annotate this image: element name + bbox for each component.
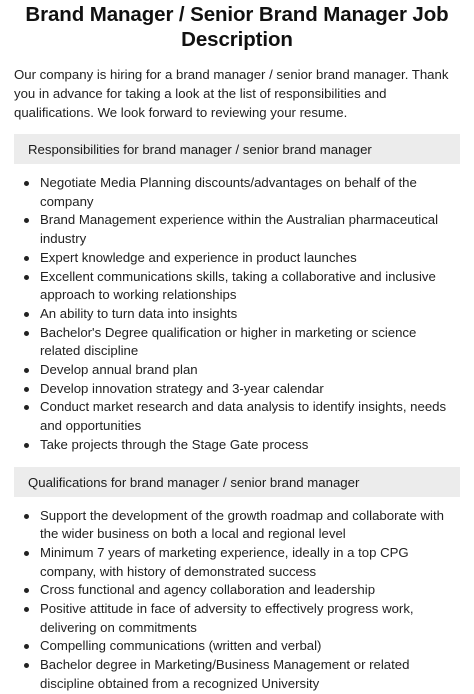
list-item [14, 507, 460, 544]
list-item [14, 544, 460, 581]
bullet-icon [24, 275, 29, 280]
list-item [14, 398, 460, 435]
qualifications-heading: Qualifications for brand manager / senior brand manager [14, 467, 460, 497]
list-item-text: Excellent communications skills, taking a collaborative and inclusive approach to working relationships [40, 268, 436, 303]
list-item [14, 211, 460, 248]
list-item-text: Take projects through the Stage Gate process [40, 436, 309, 452]
bullet-icon [24, 551, 29, 556]
list-item-text: Cross functional and agency collaboration and leadership [40, 582, 376, 598]
bullet-icon [24, 514, 29, 519]
list-item [14, 268, 460, 305]
list-item [14, 361, 460, 380]
list-item-text: An ability to turn data into insights [40, 305, 238, 321]
list-item [14, 249, 460, 268]
list-item [14, 600, 460, 637]
bullet-icon [24, 331, 29, 336]
list-item [14, 305, 460, 324]
list-item [14, 324, 460, 361]
list-item-text: Develop innovation strategy and 3-year calendar [40, 380, 324, 396]
qualifications-list [14, 507, 460, 694]
intro-paragraph: Our company is hiring for a brand manager / senior brand manager. Thank you in advance for taking a look at the list of responsibilities and qualifications. We look forward to reviewing your resume. [14, 67, 449, 120]
bullet-icon [24, 368, 29, 373]
responsibilities-list [14, 174, 460, 455]
bullet-icon [24, 218, 29, 223]
bullet-icon [24, 443, 29, 448]
bullet-icon [24, 607, 29, 612]
list-item-text: Bachelor degree in Marketing/Business Management or related discipline obtained from a recognized University [40, 657, 410, 691]
list-item-text: Positive attitude in face of adversity to effectively progress work, delivering on commitments [40, 601, 414, 635]
list-item-text: Minimum 7 years of marketing experience, ideally in a top CPG company, with history of demonstrated success [40, 544, 409, 579]
responsibilities-heading: Responsibilities for brand manager / senior brand manager [14, 134, 460, 164]
list-item [14, 656, 460, 693]
bullet-icon [24, 387, 29, 392]
list-item-text: Support the development of the growth roadmap and collaborate with the wider business on both a local and regional level [40, 507, 444, 542]
list-item [14, 581, 460, 600]
list-item-text: Expert knowledge and experience in product launches [40, 249, 357, 265]
list-item-text: Conduct market research and data analysis to identify insights, needs and opportunities [40, 399, 447, 434]
bullet-icon [24, 256, 29, 261]
bullet-icon [24, 181, 29, 186]
bullet-icon [24, 588, 29, 593]
page-title: Brand Manager / Senior Brand Manager Job Description [25, 3, 449, 51]
bullet-icon [24, 663, 29, 668]
bullet-icon [24, 405, 29, 410]
list-item-text: Brand Management experience within the Australian pharmaceutical industry [40, 212, 439, 247]
list-item-text: Develop annual brand plan [40, 362, 198, 378]
bullet-icon [24, 312, 29, 317]
list-item-text: Compelling communications (written and verbal) [40, 638, 322, 654]
list-item-text: Bachelor's Degree qualification or higher in marketing or science related discipline [40, 324, 417, 359]
list-item [14, 380, 460, 399]
list-item [14, 436, 460, 455]
list-item [14, 174, 460, 211]
list-item-text: Negotiate Media Planning discounts/advantages on behalf of the company [40, 175, 417, 209]
